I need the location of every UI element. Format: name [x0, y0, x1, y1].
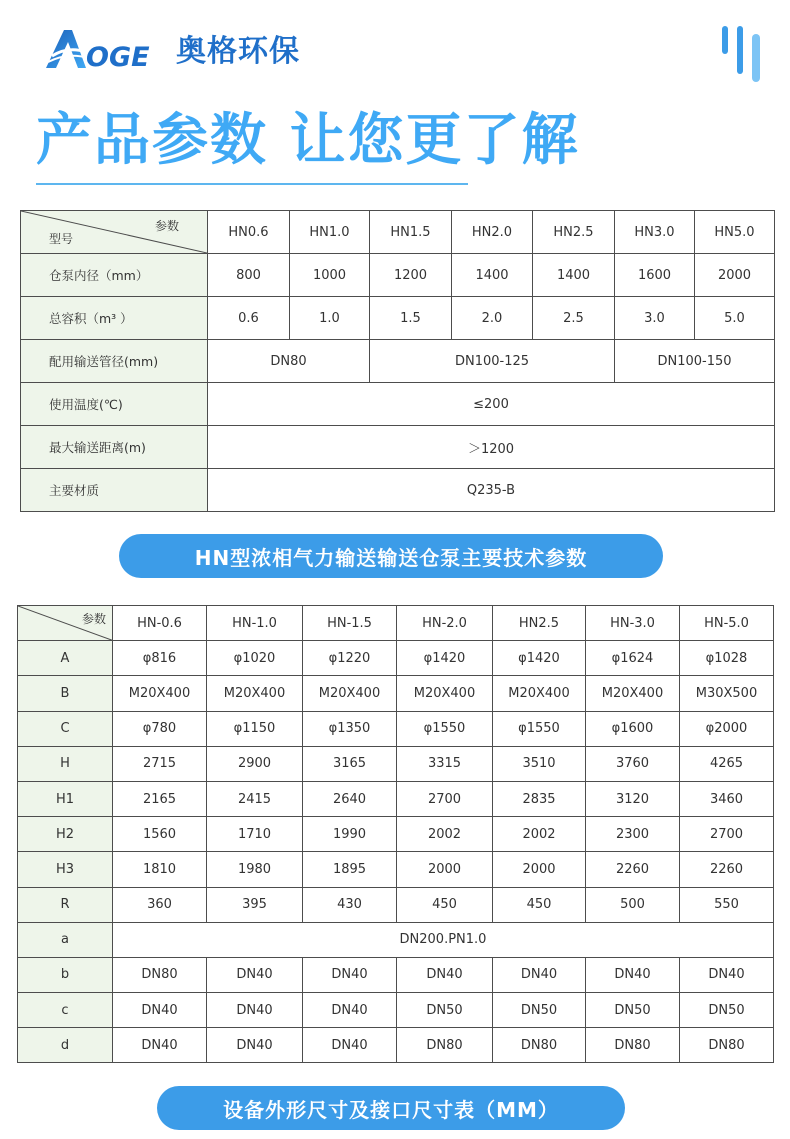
brand-name: 奥格环保 — [176, 34, 300, 69]
table-cell: 1810 — [113, 852, 207, 887]
table-cell: M20X400 — [113, 676, 207, 711]
table-cell: 2000 — [695, 254, 775, 297]
table-cell: 2165 — [113, 781, 207, 816]
table-cell: φ1220 — [303, 641, 397, 676]
row-label: 配用输送管径(mm) — [21, 340, 208, 383]
table-cell: 360 — [113, 887, 207, 922]
row-label: C — [18, 711, 113, 746]
row-label: B — [18, 676, 113, 711]
decorative-bars-icon — [720, 22, 768, 84]
row-label: 主要材质 — [21, 469, 208, 512]
table-cell: ＞1200 — [208, 426, 775, 469]
table-cell: 2.0 — [452, 297, 533, 340]
table-cell: 1400 — [533, 254, 615, 297]
model-header: HN-1.0 — [207, 606, 303, 641]
model-header: HN2.5 — [533, 211, 615, 254]
table-cell: 1.0 — [290, 297, 370, 340]
inner-diameter-row — [21, 254, 775, 297]
model-header: HN-5.0 — [680, 606, 774, 641]
table-row — [18, 852, 774, 887]
table-cell: DN80 — [586, 1028, 680, 1063]
table-cell: M20X400 — [586, 676, 680, 711]
table-cell: φ1350 — [303, 711, 397, 746]
table-cell: 800 — [208, 254, 290, 297]
table-cell: φ1550 — [493, 711, 586, 746]
table-row — [18, 993, 774, 1028]
table-cell: ≤200 — [208, 383, 775, 426]
table-cell: 450 — [397, 887, 493, 922]
table-row — [18, 746, 774, 781]
table-cell: M20X400 — [397, 676, 493, 711]
table-cell: DN100-125 — [370, 340, 615, 383]
dimension-table — [17, 605, 774, 1063]
model-header: HN0.6 — [208, 211, 290, 254]
table-cell: 3.0 — [615, 297, 695, 340]
table-cell: 0.6 — [208, 297, 290, 340]
table-cell: M20X400 — [303, 676, 397, 711]
table-cell: 2715 — [113, 746, 207, 781]
table-row — [18, 887, 774, 922]
row-label: H3 — [18, 852, 113, 887]
table-cell: 2000 — [397, 852, 493, 887]
table-cell: DN40 — [303, 957, 397, 992]
corner-model-label: 型号 — [49, 232, 74, 246]
table-cell: φ816 — [113, 641, 207, 676]
model-header: HN-3.0 — [586, 606, 680, 641]
table-row — [18, 781, 774, 816]
volume-row — [21, 297, 775, 340]
table-cell: 2835 — [493, 781, 586, 816]
row-label: d — [18, 1028, 113, 1063]
table-row — [18, 957, 774, 992]
table-cell: 2300 — [586, 817, 680, 852]
table-cell: DN40 — [113, 1028, 207, 1063]
table-cell: DN80 — [113, 957, 207, 992]
table-row — [18, 641, 774, 676]
temperature-row — [21, 383, 775, 426]
table-cell: 3315 — [397, 746, 493, 781]
table-cell: DN40 — [207, 957, 303, 992]
table-cell: 2260 — [680, 852, 774, 887]
table-cell: DN80 — [680, 1028, 774, 1063]
table-cell: DN40 — [207, 1028, 303, 1063]
row-label: a — [18, 922, 113, 957]
dims-header-row — [18, 606, 774, 641]
table-cell: DN80 — [208, 340, 370, 383]
table-cell: 2002 — [493, 817, 586, 852]
dims-corner-cell — [18, 606, 113, 641]
table-cell: DN40 — [113, 993, 207, 1028]
corner-param-label: 参数 — [154, 219, 179, 233]
table-cell: DN50 — [397, 993, 493, 1028]
table-cell: 2415 — [207, 781, 303, 816]
model-header: HN-0.6 — [113, 606, 207, 641]
table-cell: DN40 — [303, 1028, 397, 1063]
table-cell: 3510 — [493, 746, 586, 781]
logo-text: OGE — [86, 42, 150, 72]
table-cell: φ1150 — [207, 711, 303, 746]
table-cell: DN50 — [493, 993, 586, 1028]
table-cell: DN200.PN1.0 — [113, 922, 774, 957]
aoge-logo-icon — [42, 24, 172, 72]
table-cell: 450 — [493, 887, 586, 922]
table-cell: DN100-150 — [615, 340, 775, 383]
table-cell: Q235-B — [208, 469, 775, 512]
model-header: HN-1.5 — [303, 606, 397, 641]
table-cell: 1980 — [207, 852, 303, 887]
distance-row — [21, 426, 775, 469]
table-cell: DN40 — [680, 957, 774, 992]
table-cell: 1600 — [615, 254, 695, 297]
table-cell: 550 — [680, 887, 774, 922]
table-cell: 4265 — [680, 746, 774, 781]
table-row — [18, 817, 774, 852]
table-cell: DN40 — [586, 957, 680, 992]
headline-divider — [36, 183, 468, 185]
brand-logo — [42, 22, 300, 74]
table-cell: DN50 — [680, 993, 774, 1028]
table-cell: φ2000 — [680, 711, 774, 746]
table-cell: 500 — [586, 887, 680, 922]
table-cell: DN80 — [493, 1028, 586, 1063]
model-header: HN1.5 — [370, 211, 452, 254]
table-cell: 1400 — [452, 254, 533, 297]
table-cell: M20X400 — [493, 676, 586, 711]
model-header: HN5.0 — [695, 211, 775, 254]
table-cell: DN40 — [493, 957, 586, 992]
table-cell: φ1550 — [397, 711, 493, 746]
table-cell: 3460 — [680, 781, 774, 816]
model-header: HN2.5 — [493, 606, 586, 641]
row-label: H — [18, 746, 113, 781]
table-cell: φ1020 — [207, 641, 303, 676]
model-header: HN2.0 — [452, 211, 533, 254]
spec-corner-cell — [21, 211, 208, 254]
table-cell: 2700 — [680, 817, 774, 852]
model-header: HN1.0 — [290, 211, 370, 254]
table-cell: 2002 — [397, 817, 493, 852]
model-header: HN-2.0 — [397, 606, 493, 641]
spec-header-row — [21, 211, 775, 254]
table-cell: 1710 — [207, 817, 303, 852]
row-label: H2 — [18, 817, 113, 852]
table-cell: φ1600 — [586, 711, 680, 746]
table-cell: DN50 — [586, 993, 680, 1028]
row-label: H1 — [18, 781, 113, 816]
table-cell: 2000 — [493, 852, 586, 887]
table-cell: φ1420 — [493, 641, 586, 676]
table-cell: 1000 — [290, 254, 370, 297]
table-cell: 3120 — [586, 781, 680, 816]
table-cell: DN40 — [397, 957, 493, 992]
table-cell: 1895 — [303, 852, 397, 887]
pipe-row — [21, 340, 775, 383]
row-label: c — [18, 993, 113, 1028]
table-cell: φ1420 — [397, 641, 493, 676]
table-cell: 1560 — [113, 817, 207, 852]
table-cell: M20X400 — [207, 676, 303, 711]
table-cell: 2900 — [207, 746, 303, 781]
table-cell: M30X500 — [680, 676, 774, 711]
table-cell: 2700 — [397, 781, 493, 816]
corner-param-label: 参数 — [81, 612, 106, 626]
table-cell: 395 — [207, 887, 303, 922]
table-cell: 1990 — [303, 817, 397, 852]
row-label: b — [18, 957, 113, 992]
table-cell: DN80 — [397, 1028, 493, 1063]
row-label: R — [18, 887, 113, 922]
table-cell: φ780 — [113, 711, 207, 746]
page-headline: 产品参数 让您更了解 — [36, 108, 580, 173]
table-row — [18, 676, 774, 711]
table-cell: 3760 — [586, 746, 680, 781]
table-cell: DN40 — [303, 993, 397, 1028]
table-cell: φ1028 — [680, 641, 774, 676]
table-cell: 2640 — [303, 781, 397, 816]
table-cell: 1.5 — [370, 297, 452, 340]
table-row — [18, 1028, 774, 1063]
row-label: 使用温度(℃) — [21, 383, 208, 426]
table-cell: DN40 — [207, 993, 303, 1028]
row-label: 总容积（m³ ） — [21, 297, 208, 340]
table-cell: 1200 — [370, 254, 452, 297]
table-cell: 2.5 — [533, 297, 615, 340]
table-cell: 3165 — [303, 746, 397, 781]
table-row — [18, 711, 774, 746]
material-row — [21, 469, 775, 512]
table-cell: 2260 — [586, 852, 680, 887]
row-label: 仓泵内径（mm） — [21, 254, 208, 297]
table-cell: 5.0 — [695, 297, 775, 340]
dims-row-a — [18, 922, 774, 957]
spec-caption: HN型浓相气力输送输送仓泵主要技术参数 — [119, 534, 663, 578]
row-label: 最大输送距离(m) — [21, 426, 208, 469]
row-label: A — [18, 641, 113, 676]
table-cell: 430 — [303, 887, 397, 922]
spec-table — [20, 210, 775, 512]
dims-caption: 设备外形尺寸及接口尺寸表（MM） — [157, 1086, 625, 1130]
table-cell: φ1624 — [586, 641, 680, 676]
model-header: HN3.0 — [615, 211, 695, 254]
